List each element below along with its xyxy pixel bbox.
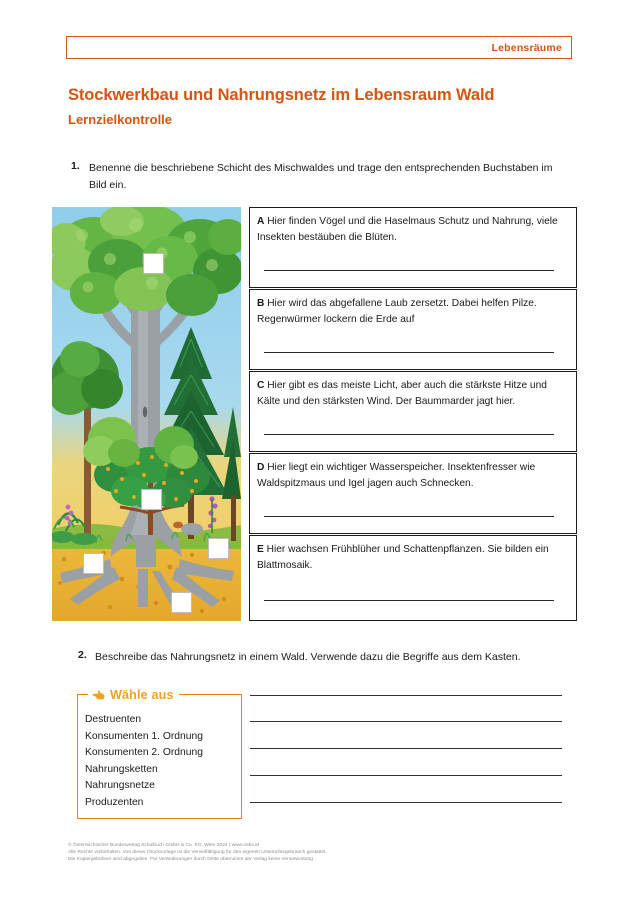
pointing-hand-icon [92, 688, 106, 701]
header-band [66, 36, 572, 59]
header-band-label: Lebensräume [491, 41, 562, 54]
task-2-answer-line[interactable] [250, 775, 562, 776]
choice-item[interactable]: Nahrungsketten [85, 763, 158, 775]
task-2-answer-line[interactable] [250, 695, 562, 696]
footer-line: Alle Rechte vorbehalten. Von dieser Druckvorlage ist die Vervielfältigung für den eigenen Unterrichtsgebrauch gestattet. [68, 850, 327, 856]
statement-c-text [250, 372, 576, 409]
page-title: Stockwerkbau und Nahrungsnetz im Lebensraum Wald [68, 86, 495, 104]
mixed-forest-layers-illustration [52, 207, 241, 621]
task-1-instruction: Benenne die beschriebene Schicht des Mischwaldes und trage den entsprechenden Buchstaben im Bild ein. [89, 162, 553, 191]
choice-box-title: Wähle aus [110, 687, 174, 702]
statement-e-text [250, 536, 576, 573]
statement-a-answer-line[interactable] [264, 270, 554, 271]
statement-box-c [249, 371, 577, 452]
statement-d-text [250, 454, 576, 491]
statement-a-text [250, 208, 576, 245]
illustration-answer-box-2[interactable] [141, 489, 162, 510]
task-2-answer-line[interactable] [250, 802, 562, 803]
statement-a-letter: A [257, 216, 265, 227]
task-2-instruction: Beschreibe das Nahrungsnetz in einem Wald. Verwende dazu die Begriffe aus dem Kasten. [95, 651, 521, 663]
illustration-answer-box-5[interactable] [171, 592, 192, 613]
illustration-answer-box-4[interactable] [83, 553, 104, 574]
statement-d-answer-line[interactable] [264, 516, 554, 517]
footer-line: © Österreichischer Bundesverlag Schulbuch GmbH & Co. KG, Wien 2024 | www.oebv.at [68, 843, 259, 848]
statement-box-d [249, 453, 577, 534]
statement-d-letter: D [257, 462, 265, 473]
statement-box-a [249, 207, 577, 288]
choice-box-list [85, 712, 245, 812]
choice-item[interactable]: Konsumenten 1. Ordnung [85, 730, 203, 742]
statement-c-answer-line[interactable] [264, 434, 554, 435]
choice-item[interactable]: Destruenten [85, 714, 142, 725]
statement-e-letter: E [257, 544, 264, 555]
statement-a-body: Hier finden Vögel und die Haselmaus Schutz und Nahrung, viele Insekten bestäuben die Blüten. [257, 216, 558, 243]
statement-box-e [249, 535, 577, 621]
statement-e-body: Hier wachsen Frühblüher und Schattenpflanzen. Sie bilden ein Blattmosaik. [257, 544, 549, 571]
statement-c-letter: C [257, 380, 265, 391]
statement-c-body: Hier gibt es das meiste Licht, aber auch die stärkste Hitze und Kälte und den stärksten Wind. Der Baummarder jagt hier. [257, 380, 547, 407]
illustration-answer-box-3[interactable] [208, 538, 229, 559]
choice-item[interactable]: Nahrungsnetze [85, 780, 155, 792]
choice-item[interactable]: Konsumenten 2. Ordnung [85, 747, 203, 759]
task-2-number: 2. [78, 649, 87, 661]
footer-copyright [68, 842, 528, 864]
statement-b-text [250, 290, 576, 327]
task-2-answer-line[interactable] [250, 721, 562, 722]
page-subtitle: Lernzielkontrolle [68, 112, 173, 127]
statement-e-answer-line[interactable] [264, 600, 554, 601]
statement-b-body: Hier wird das abgefallene Laub zersetzt. Dabei helfen Pilze. Regenwürmer lockern die Erde auf [257, 298, 537, 325]
statement-b-answer-line[interactable] [264, 352, 554, 353]
footer-line: Die Kopiergebühren sind abgegolten. Für Veränderungen durch Dritte übernimmt der Verlag keine Verantwortung [68, 857, 313, 863]
illustration-answer-box-1[interactable] [143, 253, 164, 274]
task-1-number: 1. [71, 160, 80, 172]
statement-box-b [249, 289, 577, 370]
statement-d-body: Hier liegt ein wichtiger Wasserspeicher. Insektenfresser wie Waldspitzmaus und Igel jagen auch Schnecken. [257, 462, 536, 489]
statement-b-letter: B [257, 298, 265, 309]
choice-item[interactable]: Produzenten [85, 796, 144, 808]
task-2-answer-line[interactable] [250, 748, 562, 749]
choice-box-header [88, 686, 179, 703]
